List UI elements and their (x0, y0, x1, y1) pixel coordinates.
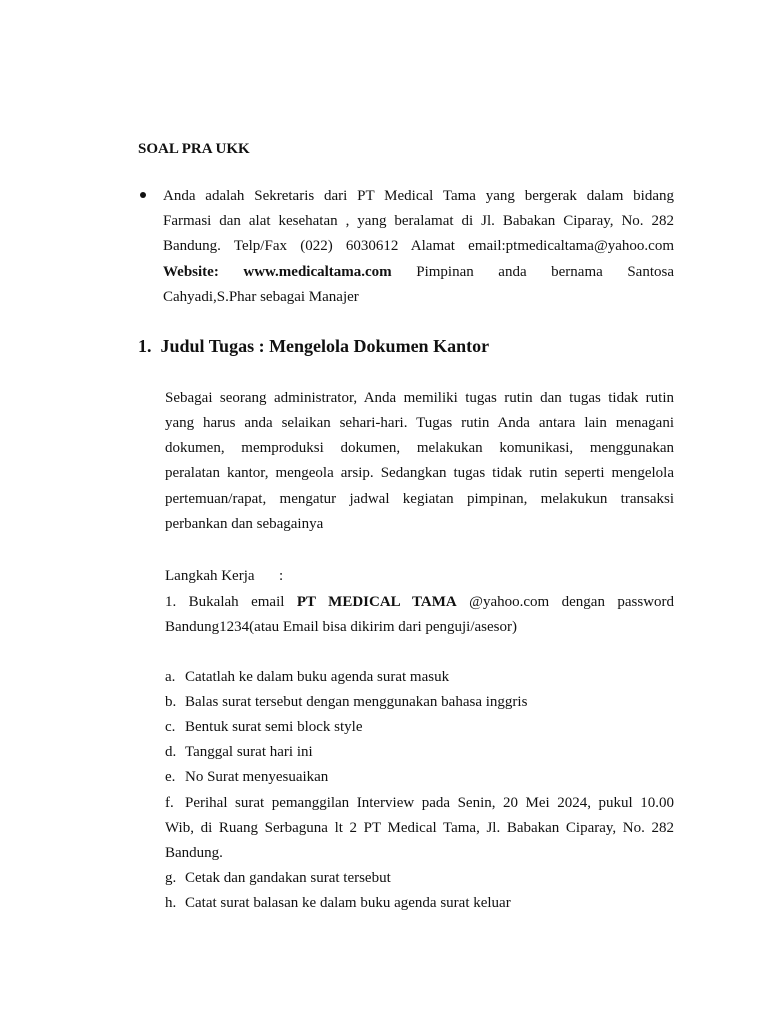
paragraph-line-5: pertemuan/rapat, mengatur jadwal kegiatan pimpinan, melakukun transaksi (165, 491, 674, 507)
list-letter: f. (165, 795, 174, 811)
document-title: SOAL PRA UKK (138, 141, 250, 157)
list-item-text: Catatlah ke dalam buku agenda surat masuk (185, 669, 450, 685)
list-item-h (165, 893, 511, 913)
steps-colon: : (279, 568, 284, 584)
list-letter: b. (165, 694, 177, 710)
paragraph-line-2: yang harus anda selaikan sehari-hari. Tugas rutin Anda antara lain menagani (165, 415, 674, 431)
intro-line-5: Cahyadi,S.Phar sebagai Manajer (163, 289, 359, 305)
step-1-prefix: 1. Bukalah email (165, 594, 285, 610)
list-item-g (165, 868, 391, 888)
list-letter: g. (165, 870, 177, 886)
step-1-company: PT MEDICAL TAMA (296, 594, 457, 610)
intro-line-4 (163, 262, 674, 282)
intro-line-3: Bandung. Telp/Fax (022) 6030612 Alamat email:ptmedicaltama@yahoo.com (163, 238, 674, 254)
website-label: Website: (163, 264, 219, 280)
section-heading-text: Judul Tugas : Mengelola Dokumen Kantor (160, 336, 490, 356)
list-item-text: Balas surat tersebut dengan menggunakan bahasa inggris (185, 694, 528, 710)
paragraph-line-3: dokumen, memproduksi dokumen, melakukan komunikasi, menggunakan (165, 440, 674, 456)
step-1-line-2: Bandung1234(atau Email bisa dikirim dari penguji/asesor) (165, 619, 518, 635)
step-1-rest: @yahoo.com dengan password (469, 594, 674, 610)
step-1-line-1 (165, 592, 674, 612)
list-letter: a. (165, 669, 176, 685)
list-item-text: Tanggal surat hari ini (185, 744, 313, 760)
list-item-d (165, 742, 313, 762)
intro-line-1: Anda adalah Sekretaris dari PT Medical Tama yang bergerak dalam bidang (163, 188, 674, 204)
bullet-icon (140, 192, 146, 198)
list-item-f-line-3: Bandung. (165, 845, 223, 861)
paragraph-line-6: perbankan dan sebagainya (165, 516, 324, 532)
list-item-a (165, 667, 449, 687)
list-letter: e. (165, 769, 176, 785)
website-url: www.medicaltama.com (243, 264, 392, 280)
intro-line-4-rest: Pimpinan anda bernama Santosa (416, 264, 674, 280)
paragraph-line-4: peralatan kantor, mengeola arsip. Sedangkan tugas tidak rutin seperti mengelola (165, 465, 674, 481)
steps-label: Langkah Kerja (165, 568, 255, 584)
list-item-b (165, 692, 527, 712)
list-item-text: No Surat menyesuaikan (185, 769, 329, 785)
list-item-f-line-1 (165, 793, 674, 813)
intro-line-2: Farmasi dan alat kesehatan , yang beralamat di Jl. Babakan Ciparay, No. 282 (163, 213, 674, 229)
paragraph-line-1: Sebagai seorang administrator, Anda memiliki tugas rutin dan tugas tidak rutin (165, 390, 674, 406)
list-item-f-line-2: Wib, di Ruang Serbaguna lt 2 PT Medical Tama, Jl. Babakan Ciparay, No. 282 (165, 820, 674, 836)
list-item-c (165, 717, 362, 737)
list-item-text: Catat surat balasan ke dalam buku agenda surat keluar (185, 895, 511, 911)
list-item-text: Bentuk surat semi block style (185, 719, 363, 735)
list-letter: d. (165, 744, 177, 760)
list-letter: h. (165, 895, 177, 911)
section-heading (138, 336, 489, 357)
list-item-text: Perihal surat pemanggilan Interview pada Senin, 20 Mei 2024, pukul 10.00 (185, 795, 674, 811)
list-item-e (165, 767, 328, 787)
section-number: 1. (138, 336, 152, 356)
list-letter: c. (165, 719, 176, 735)
list-item-text: Cetak dan gandakan surat tersebut (185, 870, 391, 886)
